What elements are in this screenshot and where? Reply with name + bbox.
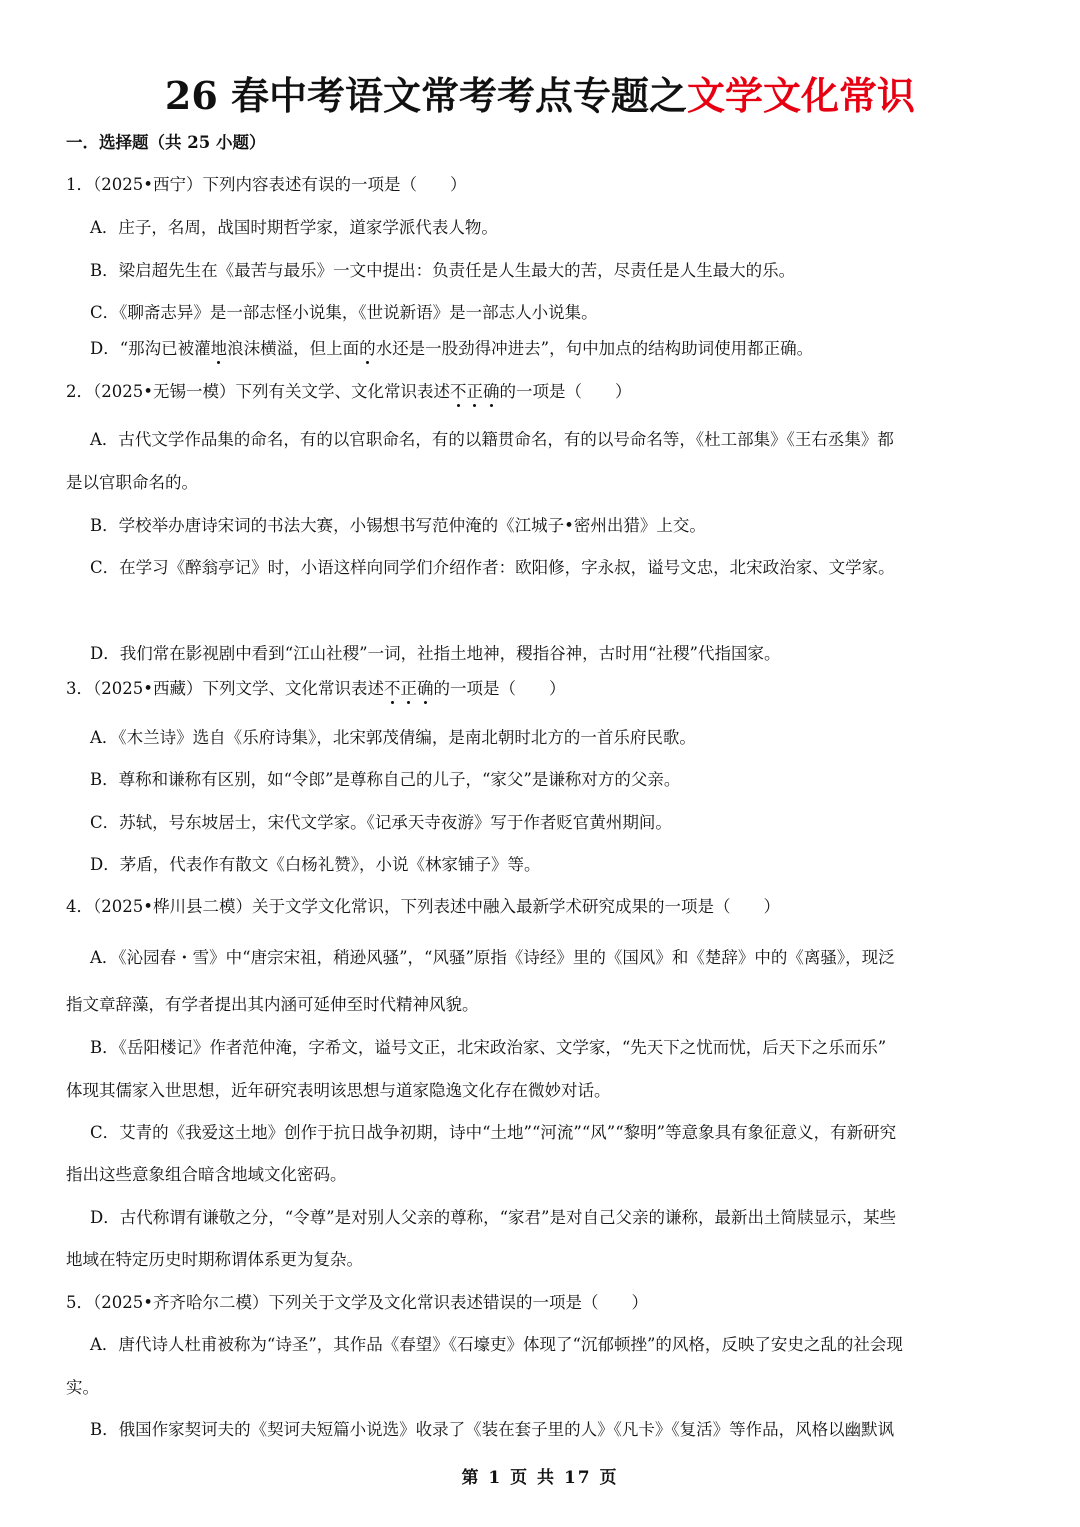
page-footer: 第 1 页 共 17 页 bbox=[461, 1468, 619, 1488]
question-4-stem: 4．（2025•桦川县二模）关于文学文化常识，下列表述中融入最新学术研究成果的一项是（ ） bbox=[66, 897, 780, 916]
question-3-option-d: D．茅盾，代表作有散文《白杨礼赞》，小说《林家铺子》等。 bbox=[90, 855, 541, 874]
emphasis-dot: 不 bbox=[449, 382, 467, 401]
question-1-stem: 1．（2025•西宁）下列内容表述有误的一项是（ ） bbox=[66, 175, 467, 194]
emphasis-dot: 的 bbox=[359, 339, 376, 358]
question-4-option-a: A．《沁园春・雪》中“唐宗宋祖，稍逊风骚”，“风骚”原指《诗经》里的《国风》和《楚辞》中的《离骚》，现泛 bbox=[90, 948, 895, 967]
title-highlight: 文学文化常识 bbox=[687, 73, 916, 118]
question-5-stem: 5．（2025•齐齐哈尔二模）下列关于文学及文化常识表述错误的一项是（ ） bbox=[66, 1293, 648, 1312]
question-4-option-c: C．艾青的《我爱这土地》创作于抗日战争初期，诗中“土地”“河流”“风”“黎明”等意象具有象征意义，有新研究 bbox=[90, 1123, 897, 1142]
question-2-option-b: B．学校举办唐诗宋词的书法大赛，小锡想书写范仲淹的《江城子•密州出猎》上交。 bbox=[90, 516, 706, 535]
question-4-option-d: D．古代称谓有谦敬之分，“令尊”是对别人父亲的尊称，“家君”是对自己父亲的谦称，最新出土简牍显示，某些 bbox=[90, 1208, 896, 1227]
question-1-option-d: D．“那沟已被灌地浪沫横溢，但上面的水还是一股劲得冲进去”，句中加点的结构助词使用都正确。 bbox=[90, 339, 814, 358]
question-4-option-b: B．《岳阳楼记》作者范仲淹，字希文，谥号文正，北宋政治家、文学家，“先天下之忧而忧，后天下之乐而乐” bbox=[90, 1038, 887, 1057]
title-main: 26 春中考语文常考考点专题之 bbox=[164, 73, 688, 118]
section-heading: 一．选择题（共 25 小题） bbox=[66, 133, 266, 152]
emphasis-dot: 地 bbox=[210, 339, 228, 358]
question-2-option-a-cont: 是以官职命名的。 bbox=[66, 473, 198, 492]
page-title bbox=[0, 68, 1080, 124]
question-3-option-a: A．《木兰诗》选自《乐府诗集》，北宋郭茂倩编，是南北朝时北方的一首乐府民歌。 bbox=[90, 728, 696, 747]
emphasis-dot: 正 bbox=[466, 382, 483, 401]
question-3-stem: 3．（2025•西藏）下列文学、文化常识表述不正确的一项是（ ） bbox=[66, 679, 566, 698]
question-3-option-b: B．尊称和谦称有区别，如“令郎”是尊称自己的儿子，“家父”是谦称对方的父亲。 bbox=[90, 770, 681, 789]
emphasis-dot: 不 bbox=[383, 679, 401, 698]
question-1-option-b: B．梁启超先生在《最苦与最乐》一文中提出：负责任是人生最大的苦，尽责任是人生最大的乐。 bbox=[90, 261, 796, 280]
question-1-option-a: A．庄子，名周，战国时期哲学家，道家学派代表人物。 bbox=[90, 218, 498, 237]
question-5-option-b: B．俄国作家契诃夫的《契诃夫短篇小说选》收录了《装在套子里的人》《凡卡》《复活》等作品，风格以幽默讽 bbox=[90, 1420, 895, 1439]
emphasis-dot: 正 bbox=[400, 679, 417, 698]
question-3-option-c: C．苏轼，号东坡居士，宋代文学家。《记承天寺夜游》写于作者贬官黄州期间。 bbox=[90, 813, 672, 832]
question-2-option-d: D．我们常在影视剧中看到“江山社稷”一词，社指土地神，稷指谷神，古时用“社稷”代指国家。 bbox=[90, 644, 781, 663]
question-4-option-d-cont: 地域在特定历史时期称谓体系更为复杂。 bbox=[66, 1250, 363, 1269]
question-4-option-c-cont: 指出这些意象组合暗含地域文化密码。 bbox=[66, 1165, 347, 1184]
question-1-option-c: C．《聊斋志异》是一部志怪小说集，《世说新语》是一部志人小说集。 bbox=[90, 303, 598, 322]
question-4-option-a-cont: 指文章辞藻，有学者提出其内涵可延伸至时代精神风貌。 bbox=[66, 995, 479, 1014]
question-5-option-a: A．唐代诗人杜甫被称为“诗圣”，其作品《春望》《石壕吏》体现了“沉郁顿挫”的风格，反映了安史之乱的社会现 bbox=[90, 1335, 903, 1354]
question-2-stem: 2．（2025•无锡一模）下列有关文学、文化常识表述不正确的一项是（ ） bbox=[66, 382, 632, 401]
question-2-option-c: C．在学习《醉翁亭记》时，小语这样向同学们介绍作者：欧阳修，字永叔，谥号文忠，北宋政治家、文学家。 bbox=[90, 558, 895, 577]
emphasis-dot: 确 bbox=[416, 679, 434, 698]
question-2-option-a: A．古代文学作品集的命名，有的以官职命名，有的以籍贯命名，有的以号命名等，《杜工部集》《王右丞集》都 bbox=[90, 430, 894, 449]
emphasis-dot: 确 bbox=[482, 382, 500, 401]
question-5-option-a-cont: 实。 bbox=[66, 1378, 99, 1397]
question-4-option-b-cont: 体现其儒家入世思想，近年研究表明该思想与道家隐逸文化存在微妙对话。 bbox=[66, 1081, 611, 1100]
